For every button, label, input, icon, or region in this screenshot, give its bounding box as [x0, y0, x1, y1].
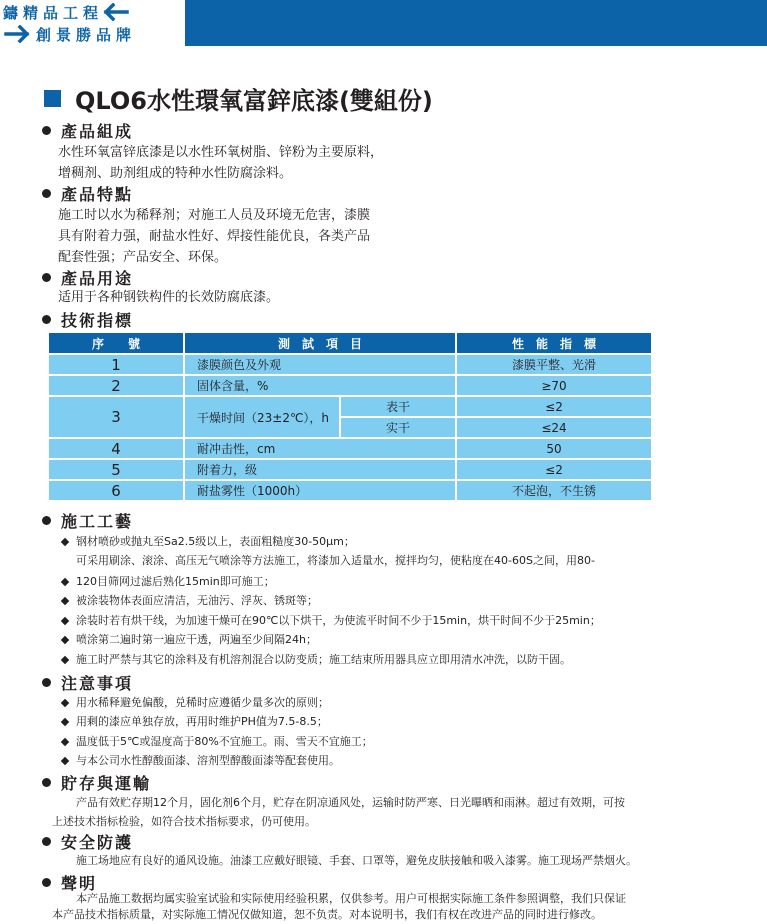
list-item: [60, 752, 340, 770]
section-usage: [42, 266, 133, 288]
section-specs: [42, 308, 133, 330]
bullet-dot-icon: [42, 126, 51, 135]
cell-no: 3: [48, 396, 184, 438]
diamond-bullet-icon: [61, 597, 69, 605]
brand-slogan-text2: 創景勝品牌: [36, 25, 137, 44]
cell-value: 不起泡，不生锈: [456, 480, 652, 501]
list-item-continuation: 可采用刷涂、滚涂、高压无气喷涂等方法施工，将漆加入适量水，搅拌均匀，使粘度在40-60S之间，用80-: [76, 554, 595, 567]
list-item-text: 120目筛网过滤后熟化15min即可施工；: [76, 575, 275, 588]
list-item: [60, 694, 329, 712]
paragraph-line: 具有附着力强，耐盐水性好、焊接性能优良，各类产品: [58, 229, 371, 244]
bullet-dot-icon: [42, 189, 51, 198]
cell-value: ≤2: [456, 396, 652, 417]
cell-item: 漆膜颜色及外观: [184, 354, 456, 375]
table-header-row: [48, 332, 652, 354]
paragraph-line: 上述技术指标检验，如符合技术指标要求，仍可使用。: [52, 815, 316, 828]
section-precautions: [42, 671, 133, 693]
paragraph-line: 本产品技术指标质量，对实际施工情况仅做知道，恕不负责。对本说明书，我们有权在改进产品的同时进行修改。: [52, 908, 602, 921]
title-square-icon: [44, 90, 61, 107]
arrow-left-icon: [103, 3, 129, 21]
list-item: [60, 631, 317, 649]
diamond-bullet-icon: [61, 578, 69, 586]
list-item-text: 与本公司水性醇酸面漆、溶剂型醇酸面漆等配套使用。: [76, 754, 340, 767]
diamond-bullet-icon: [61, 738, 69, 746]
list-item: [60, 592, 318, 610]
features-text: [58, 205, 370, 268]
section-storage: [42, 771, 151, 793]
paragraph-line: 施工场地应有良好的通风设施。油漆工应戴好眼镜、手套、口罩等，避免皮肤接触和吸入漆雾。施工现场严禁烟火。: [76, 854, 637, 867]
arrow-right-icon: [4, 25, 30, 43]
list-item: [60, 651, 571, 669]
section-title: 產品組成: [61, 121, 134, 141]
bullet-dot-icon: [42, 878, 51, 887]
paragraph-line: 增稠剂、助剂组成的特种水性防腐涂料。: [58, 166, 293, 181]
column-header-item: 測 試 項 目: [184, 332, 456, 354]
cell-no: 1: [48, 354, 184, 375]
table-row: [48, 375, 652, 396]
section-title: 產品用途: [61, 268, 134, 288]
table-row: [48, 459, 652, 480]
paragraph-line: 本产品施工数据均属实验室试验和实际使用经验积累，仅供参考。用户可根据实际施工条件参照调整，我们只保证: [76, 892, 626, 905]
section-title: 技術指標: [61, 310, 134, 330]
table-row: [48, 438, 652, 459]
section-title: 注意事項: [61, 673, 134, 693]
section-construction: [42, 509, 133, 531]
list-item-text: 温度低于5℃或湿度高于80%不宜施工。雨、雪天不宜施工；: [76, 735, 373, 748]
cell-no: 4: [48, 438, 184, 459]
paragraph-line: 配套性强；产品安全、环保。: [58, 250, 228, 265]
section-composition: [42, 119, 133, 141]
cell-value: ≥70: [456, 375, 652, 396]
cell-subitem: 实干: [340, 417, 456, 438]
cell-value: ≤2: [456, 459, 652, 480]
page-title: [44, 83, 433, 113]
section-title: 產品特點: [61, 184, 134, 204]
table-row: [48, 480, 652, 501]
list-item-text: 钢材喷砂或抛丸至Sa2.5级以上，表面粗糙度30-50μm；: [76, 535, 355, 548]
brand-slogan-line2: [4, 24, 136, 44]
diamond-bullet-icon: [61, 617, 69, 625]
diamond-bullet-icon: [61, 636, 69, 644]
cell-value: 50: [456, 438, 652, 459]
list-item-text: 用剩的漆应单独存放，再用时维护PH值为7.5-8.5；: [76, 715, 328, 728]
brand-logo: [0, 0, 185, 46]
bullet-dot-icon: [42, 837, 51, 846]
section-features: [42, 182, 133, 204]
diamond-bullet-icon: [61, 718, 69, 726]
table-row: [48, 354, 652, 375]
bullet-dot-icon: [42, 516, 51, 525]
cell-value: 漆膜平整、光滑: [456, 354, 652, 375]
section-title: 貯存與運輸: [61, 773, 152, 793]
cell-no: 5: [48, 459, 184, 480]
brand-slogan-line1: [3, 2, 129, 22]
list-item: [60, 713, 328, 731]
column-header-value: 性 能 指 標: [456, 332, 652, 354]
cell-item: 耐冲击性，cm: [184, 438, 456, 459]
cell-subitem: 表干: [340, 396, 456, 417]
bullet-dot-icon: [42, 273, 51, 282]
cell-value: ≤24: [456, 417, 652, 438]
column-header-no: 序 號: [48, 332, 184, 354]
list-item: [60, 533, 355, 551]
page-title-text: QLO6水性環氧富鋅底漆(雙組份): [75, 86, 433, 115]
paragraph-line: 适用于各种钢铁构件的长效防腐底漆。: [58, 290, 280, 305]
section-title: 施工工藝: [61, 511, 134, 531]
bullet-dot-icon: [42, 778, 51, 787]
paragraph-line: 产品有效贮存期12个月，固化剂6个月，贮存在阴凉通风处，运输时防严寒、日光曝晒和雨淋。超过有效期，可按: [76, 796, 625, 809]
diamond-bullet-icon: [61, 699, 69, 707]
paragraph-line: 施工时以水为稀释剂；对施工人员及环境无危害，漆膜: [58, 208, 371, 223]
cell-item: 干燥时间（23±2℃），h: [184, 396, 340, 438]
section-title: 安全防護: [61, 832, 134, 852]
bullet-dot-icon: [42, 678, 51, 687]
bullet-dot-icon: [42, 315, 51, 324]
section-safety: [42, 830, 133, 852]
list-item-text: 涂装时若有烘干线，为加速干燥可在90℃以下烘干，为使流平时间不少于15min，烘干时间不少于25min；: [76, 614, 601, 627]
usage-text: [58, 287, 279, 308]
cell-no: 2: [48, 375, 184, 396]
list-item: [60, 733, 373, 751]
spec-table: [47, 331, 653, 502]
list-item-text: 喷涂第二遍时第一遍应干透，两遍至少间隔24h；: [76, 633, 317, 646]
diamond-bullet-icon: [61, 656, 69, 664]
composition-text: [58, 142, 383, 184]
list-item-text: 被涂装物体表面应清洁，无油污、浮灰、锈斑等；: [76, 594, 318, 607]
section-title: 聲明: [61, 873, 98, 893]
cell-item: 固体含量，%: [184, 375, 456, 396]
cell-item: 附着力，级: [184, 459, 456, 480]
brand-slogan-text1: 鑄精品工程: [3, 3, 104, 22]
list-item: [60, 612, 601, 630]
cell-item: 耐盐雾性（1000h）: [184, 480, 456, 501]
table-row: [48, 396, 652, 417]
list-item: [60, 573, 275, 591]
list-item-text: 用水稀释避免偏酸，兑稀时应遵循少量多次的原则；: [76, 696, 329, 709]
diamond-bullet-icon: [61, 757, 69, 765]
cell-no: 6: [48, 480, 184, 501]
list-item-text: 施工时严禁与其它的涂料及有机溶剂混合以防变质；施工结束所用器具应立即用清水冲洗，以防干固。: [76, 653, 571, 666]
diamond-bullet-icon: [61, 538, 69, 546]
paragraph-line: 水性环氧富锌底漆是以水性环氧树脂、锌粉为主要原料，: [58, 145, 384, 160]
